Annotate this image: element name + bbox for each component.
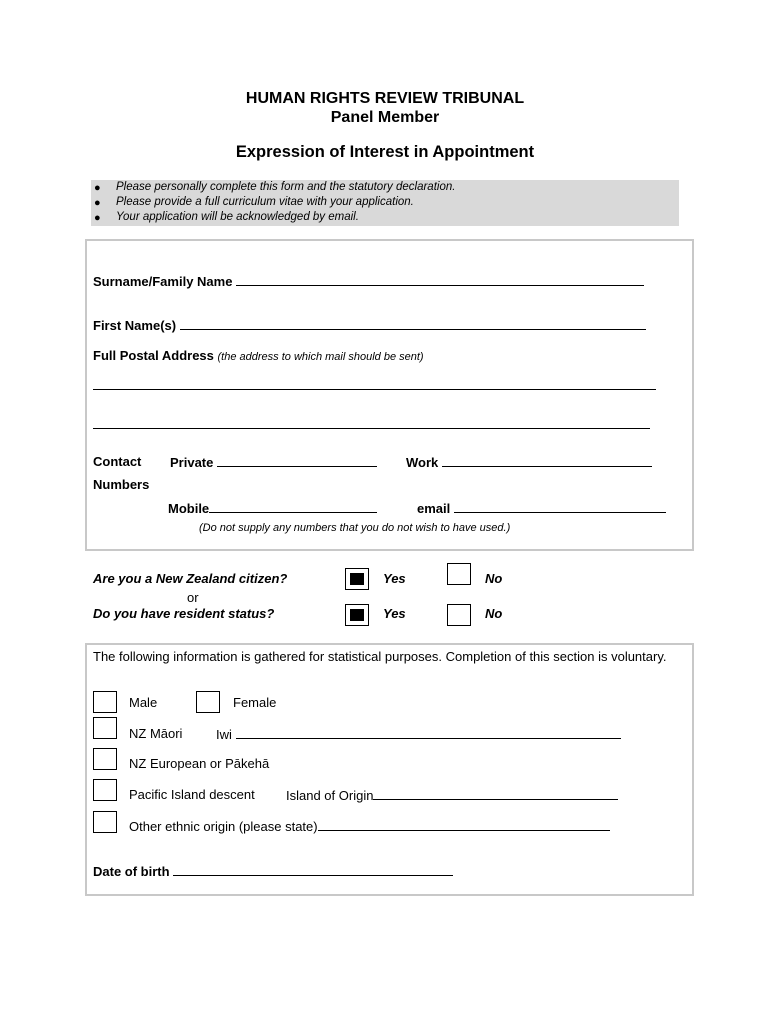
postal-address-line-2[interactable] — [93, 416, 650, 429]
citizen-question: Are you a New Zealand citizen? — [93, 571, 288, 586]
european-label: NZ European or Pākehā — [129, 756, 270, 771]
mobile-field[interactable] — [209, 500, 377, 513]
postal-address-line-1[interactable] — [93, 377, 656, 390]
island-origin-label: Island of Origin — [286, 788, 374, 803]
private-phone-label: Private — [170, 455, 214, 470]
resident-question: Do you have resident status? — [93, 606, 275, 621]
instructions-panel — [91, 180, 679, 226]
panel-member-title: Panel Member — [330, 109, 440, 126]
resident-no-checkbox[interactable] — [447, 604, 471, 626]
form-title: Expression of Interest in Appointment — [235, 143, 535, 161]
male-label: Male — [129, 695, 158, 710]
instruction-item: Your application will be acknowledged by email. — [116, 211, 359, 223]
iwi-label: Iwi — [216, 727, 232, 742]
other-ethnic-label: Other ethnic origin (please state) — [129, 819, 318, 834]
female-checkbox[interactable] — [196, 691, 220, 713]
tribunal-title: HUMAN RIGHTS REVIEW TRIBUNAL — [245, 90, 525, 107]
island-origin-field[interactable] — [373, 787, 618, 800]
surname-field[interactable] — [236, 273, 644, 286]
citizen-no-checkbox[interactable] — [447, 563, 471, 585]
or-label: or — [187, 590, 199, 605]
female-label: Female — [233, 695, 277, 710]
postal-address-label: Full Postal Address — [93, 348, 214, 363]
numbers-label: Numbers — [93, 477, 150, 492]
pacific-checkbox[interactable] — [93, 779, 117, 801]
bullet-icon: ● — [94, 212, 101, 224]
work-phone-field[interactable] — [442, 454, 652, 467]
citizen-no-label: No — [485, 571, 503, 586]
first-name-field[interactable] — [180, 317, 646, 330]
work-phone-label: Work — [406, 455, 439, 470]
pacific-label: Pacific Island descent — [129, 787, 255, 802]
other-ethnic-field[interactable] — [318, 818, 610, 831]
european-checkbox[interactable] — [93, 748, 117, 770]
numbers-note: (Do not supply any numbers that you do not wish to have used.) — [199, 522, 511, 534]
citizen-yes-label: Yes — [383, 571, 406, 586]
citizen-yes-checkbox[interactable] — [345, 568, 369, 590]
contact-label: Contact — [93, 454, 142, 469]
iwi-field[interactable] — [236, 726, 621, 739]
bullet-icon: ● — [94, 197, 101, 209]
other-ethnic-checkbox[interactable] — [93, 811, 117, 833]
surname-label: Surname/Family Name — [93, 274, 233, 289]
bullet-icon: ● — [94, 182, 101, 194]
postal-address-hint: (the address to which mail should be sent) — [217, 351, 424, 363]
instruction-item: Please provide a full curriculum vitae with your application. — [116, 196, 414, 208]
resident-no-label: No — [485, 606, 503, 621]
dob-field[interactable] — [173, 863, 453, 876]
private-phone-field[interactable] — [217, 454, 377, 467]
email-field[interactable] — [454, 500, 666, 513]
statistics-intro: The following information is gathered for statistical purposes. Completion of this section is voluntary. — [93, 649, 667, 664]
email-label: email — [417, 501, 451, 516]
resident-yes-label: Yes — [383, 606, 406, 621]
first-name-label: First Name(s) — [93, 318, 177, 333]
resident-yes-checkbox[interactable] — [345, 604, 369, 626]
male-checkbox[interactable] — [93, 691, 117, 713]
maori-checkbox[interactable] — [93, 717, 117, 739]
mobile-label: Mobile — [168, 501, 210, 516]
maori-label: NZ Māori — [129, 726, 183, 741]
instruction-item: Please personally complete this form and the statutory declaration. — [116, 181, 456, 193]
dob-label: Date of birth — [93, 864, 170, 879]
